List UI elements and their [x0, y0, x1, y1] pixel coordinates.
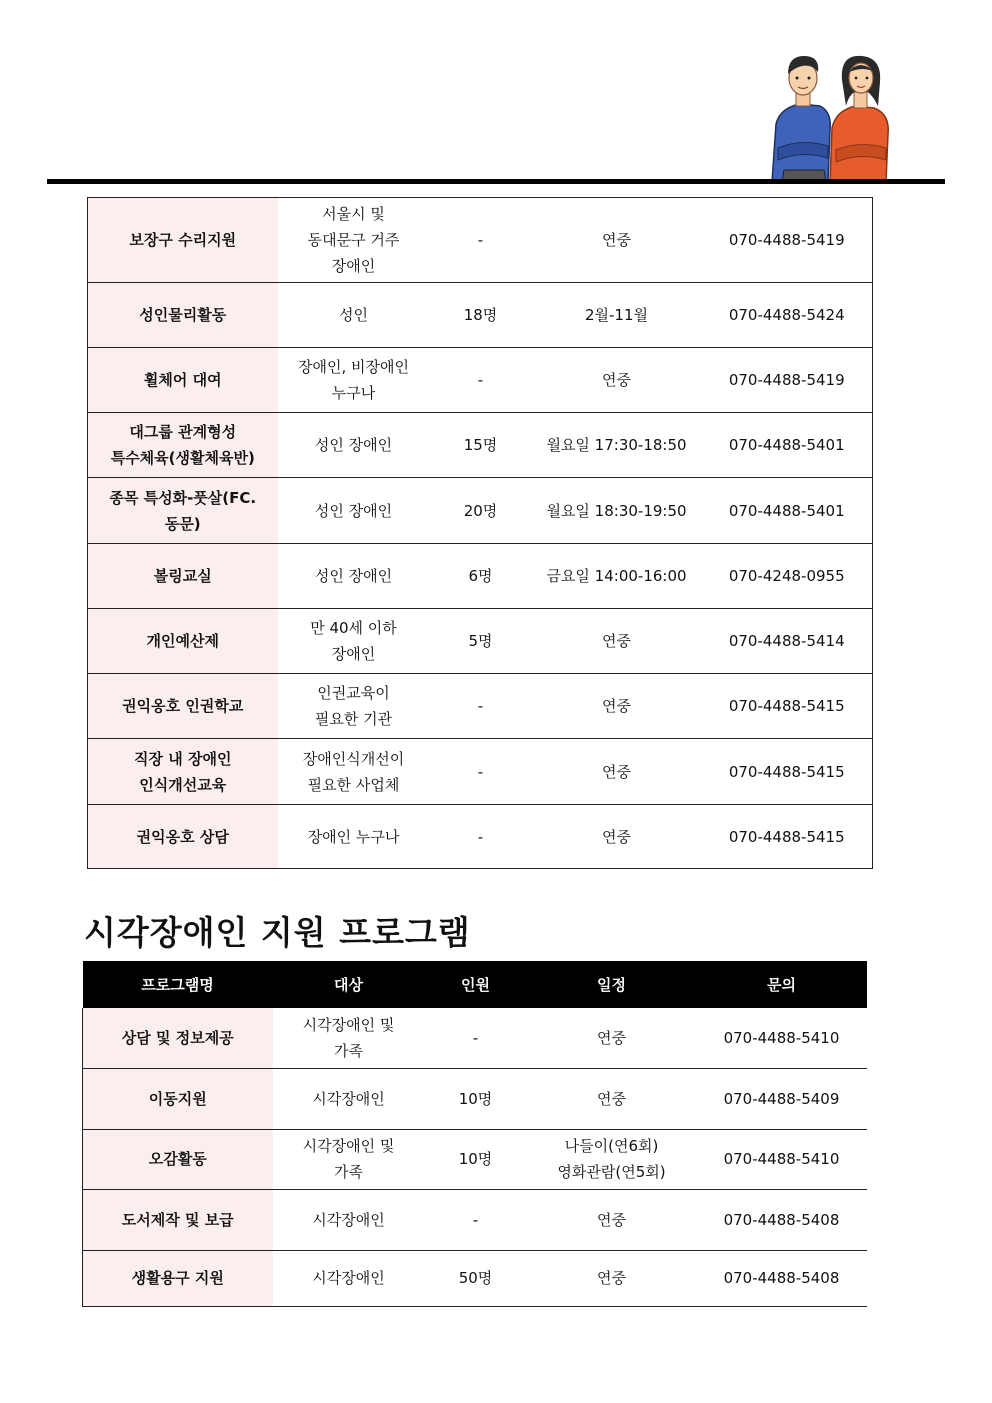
table-row	[83, 1250, 867, 1306]
table-header-row	[83, 961, 867, 1008]
top-rule-divider	[47, 179, 945, 184]
target-cell: 시각장애인	[273, 1068, 425, 1129]
table-row	[88, 674, 873, 739]
contact-cell: 070-4488-5415	[702, 674, 873, 739]
table-row	[88, 413, 873, 478]
man-figure-icon	[772, 56, 830, 182]
capacity-cell: 50명	[425, 1250, 527, 1306]
schedule-cell: 연중	[527, 1068, 697, 1129]
target-cell: 인권교육이 필요한 기관	[278, 674, 430, 739]
contact-cell: 070-4488-5414	[702, 609, 873, 674]
capacity-cell: -	[430, 739, 532, 805]
target-cell: 성인 장애인	[278, 544, 430, 609]
capacity-cell: 10명	[425, 1129, 527, 1189]
program-table-visual	[82, 961, 867, 1307]
capacity-cell: 5명	[430, 609, 532, 674]
target-cell: 성인 장애인	[278, 413, 430, 478]
target-cell: 만 40세 이하 장애인	[278, 609, 430, 674]
contact-cell: 070-4488-5401	[702, 478, 873, 544]
program-name-cell: 성인물리활동	[88, 283, 278, 348]
contact-cell: 070-4488-5401	[702, 413, 873, 478]
schedule-cell: 연중	[532, 674, 702, 739]
header-contact: 문의	[697, 961, 867, 1008]
contact-cell: 070-4488-5409	[697, 1068, 867, 1129]
header-program-name: 프로그램명	[83, 961, 273, 1008]
two-people-illustration	[766, 50, 896, 182]
schedule-cell: 금요일 14:00-16:00	[532, 544, 702, 609]
capacity-cell: -	[430, 198, 532, 283]
table-row	[88, 609, 873, 674]
capacity-cell: -	[477, 827, 484, 846]
program-table-general	[87, 197, 873, 869]
header-capacity: 인원	[425, 961, 527, 1008]
schedule-cell: 연중	[532, 609, 702, 674]
contact-cell: 070-4488-5424	[702, 283, 873, 348]
contact-cell: 070-4488-5408	[697, 1250, 867, 1306]
program-name-cell: 종목 특성화-풋살(FC. 동문)	[88, 478, 278, 544]
table-row	[88, 283, 873, 348]
program-name-cell: 생활용구 지원	[83, 1250, 273, 1306]
program-table-visual-body	[83, 1008, 867, 1306]
capacity-cell: 15명	[430, 413, 532, 478]
schedule-cell: 연중	[602, 827, 631, 846]
schedule-cell: 연중	[527, 1008, 697, 1068]
table-row	[88, 805, 873, 869]
section-title: 시각장애인 지원 프로그램	[84, 913, 471, 952]
program-name-cell: 도서제작 및 보급	[83, 1189, 273, 1250]
table-row	[83, 1189, 867, 1250]
contact-cell: 070-4488-5408	[697, 1189, 867, 1250]
program-name-cell: 오감활동	[83, 1129, 273, 1189]
target-cell: 성인 장애인	[278, 478, 430, 544]
program-name-cell: 권익옹호 인권학교	[88, 674, 278, 739]
schedule-cell: 연중	[532, 198, 702, 283]
capacity-cell: -	[430, 348, 532, 413]
program-name-cell: 보장구 수리지원	[88, 198, 278, 283]
target-cell: 시각장애인 및 가족	[273, 1129, 425, 1189]
capacity-cell: 6명	[430, 544, 532, 609]
capacity-cell: 10명	[425, 1068, 527, 1129]
table-row	[88, 478, 873, 544]
contact-cell: 070-4488-5419	[702, 198, 873, 283]
target-cell: 성인	[278, 283, 430, 348]
contact-cell: 070-4248-0955	[702, 544, 873, 609]
target-cell: 장애인식개선이 필요한 사업체	[278, 739, 430, 805]
program-name-cell: 이동지원	[83, 1068, 273, 1129]
schedule-cell: 연중	[532, 739, 702, 805]
target-cell: 장애인 누구나	[307, 827, 400, 846]
capacity-cell: -	[425, 1008, 527, 1068]
target-cell: 시각장애인 및 가족	[273, 1008, 425, 1068]
schedule-cell: 연중	[527, 1250, 697, 1306]
program-name-cell: 볼링교실	[88, 544, 278, 609]
contact-cell: 070-4488-5415	[702, 739, 873, 805]
target-cell: 서울시 및 동대문구 거주 장애인	[278, 198, 430, 283]
table-row	[88, 544, 873, 609]
contact-cell: 070-4488-5419	[702, 348, 873, 413]
schedule-cell: 2월-11월	[532, 283, 702, 348]
program-name-cell: 대그룹 관계형성 특수체육(생활체육반)	[88, 413, 278, 478]
woman-figure-icon	[830, 56, 888, 182]
program-name-cell: 상담 및 정보제공	[83, 1008, 273, 1068]
header-target: 대상	[273, 961, 425, 1008]
table-row	[83, 1068, 867, 1129]
table-row	[83, 1008, 867, 1068]
schedule-cell: 월요일 17:30-18:50	[532, 413, 702, 478]
schedule-cell: 연중	[527, 1189, 697, 1250]
program-name-cell: 개인예산제	[88, 609, 278, 674]
target-cell: 장애인, 비장애인 누구나	[278, 348, 430, 413]
header-schedule: 일정	[527, 961, 697, 1008]
contact-cell: 070-4488-5415	[728, 827, 845, 846]
contact-cell: 070-4488-5410	[697, 1129, 867, 1189]
capacity-cell: 18명	[430, 283, 532, 348]
capacity-cell: -	[425, 1189, 527, 1250]
capacity-cell: -	[430, 674, 532, 739]
schedule-cell: 월요일 18:30-19:50	[532, 478, 702, 544]
table-row	[88, 739, 873, 805]
target-cell: 시각장애인	[273, 1189, 425, 1250]
contact-cell: 070-4488-5410	[697, 1008, 867, 1068]
schedule-cell: 연중	[532, 348, 702, 413]
capacity-cell: 20명	[430, 478, 532, 544]
program-table-general-body	[88, 198, 873, 869]
schedule-cell: 나들이(연6회) 영화관람(연5회)	[527, 1129, 697, 1189]
target-cell: 시각장애인	[273, 1250, 425, 1306]
table-row	[83, 1129, 867, 1189]
program-name-cell: 직장 내 장애인 인식개선교육	[88, 739, 278, 805]
program-name-cell: 휠체어 대여	[88, 348, 278, 413]
table-row	[88, 198, 873, 283]
program-name-cell: 권익옹호 상담	[88, 805, 278, 869]
table-row	[88, 348, 873, 413]
